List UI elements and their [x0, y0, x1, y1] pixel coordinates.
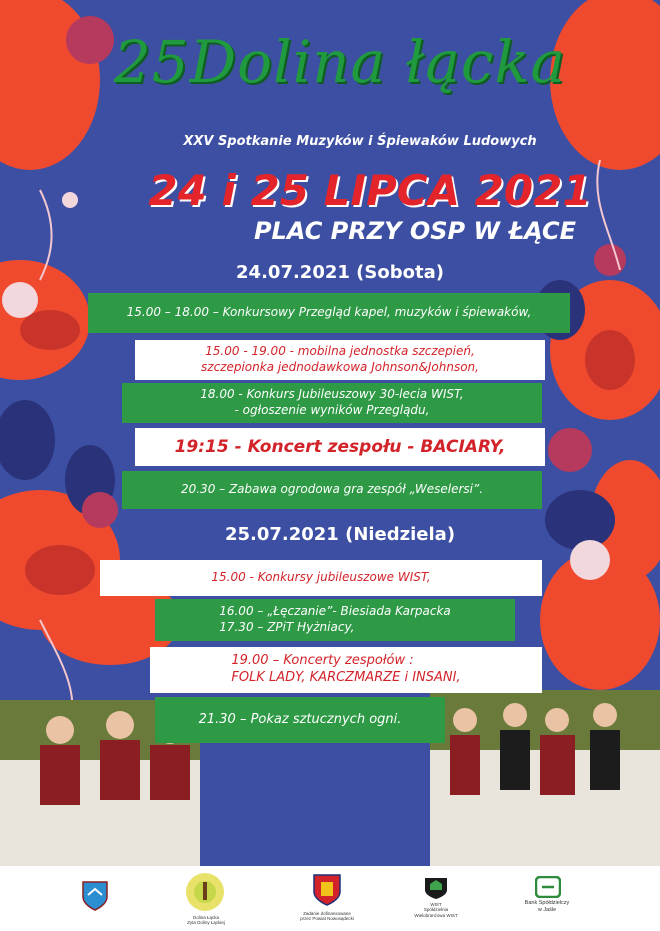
schedule-item [155, 599, 515, 641]
festival-dates: 24 i 25 LIPCA 2021 [148, 166, 592, 215]
schedule-line: 17.30 – ZPiT Hyżniacy, [219, 620, 355, 634]
day1-heading: 24.07.2021 (Sobota) [236, 262, 444, 283]
sponsor-caption: Dolina Łącka Zyta Doliny Łąckiej [187, 915, 225, 926]
schedule-item [150, 647, 542, 693]
sponsor-caption: Zadanie dofinansowane przez Powiat Nowosądecki [300, 911, 354, 922]
schedule-line: 15.00 - Konkursy jubileuszowe WIST, [211, 570, 431, 585]
schedule-line: - ogłoszenie wyników Przeglądu, [234, 403, 430, 417]
festival-place: PLAC PRZY OSP W ŁĄCE [253, 217, 577, 245]
schedule-line: 19.00 – Koncerty zespołów : [231, 653, 414, 669]
dolina-lacka-logo-icon [185, 872, 225, 912]
sponsor-caption: WIST Spółdzielnia Wielobranżowa WIST [414, 902, 458, 918]
sponsor-footer [0, 866, 660, 931]
schedule-line: 20.30 – Zabawa ogrodowa gra zespół „Weselersi”. [180, 482, 484, 497]
lacko-coat-of-arms-icon [82, 881, 108, 911]
schedule-item [122, 383, 542, 423]
sponsor-caption: Bank Spółdzielczy w Jaśle [524, 900, 570, 913]
festival-title: 25Dolina łącka [113, 28, 567, 96]
schedule-item [88, 293, 570, 333]
festival-subtitle: XXV Spotkanie Muzyków i Śpiewaków Ludowych [183, 134, 537, 149]
bank-spoldzielczy-logo-icon [535, 876, 561, 898]
schedule-line: 18.00 - Konkurs Jubileuszowy 30-lecia WIST, [200, 387, 464, 402]
schedule-line: 15.00 – 18.00 – Konkursowy Przegląd kapel, muzyków i śpiewaków, [126, 305, 532, 320]
schedule-item [122, 471, 542, 509]
schedule-line: szczepionka jednodawkowa Johnson&Johnson, [201, 360, 479, 374]
day2-heading: 25.07.2021 (Niedziela) [224, 524, 456, 545]
powiat-nowosadecki-coat-of-arms-icon [313, 874, 341, 906]
schedule-item [100, 560, 542, 596]
schedule-item [155, 697, 445, 743]
schedule-item [135, 340, 545, 380]
schedule-line: 21.30 – Pokaz sztucznych ogni. [198, 711, 402, 727]
schedule-item [135, 428, 545, 466]
schedule-line: 15.00 - 19.00 - mobilna jednostka szczepień, [205, 344, 475, 359]
schedule-line: FOLK LADY, KARCZMARZE i INSANI, [231, 670, 461, 685]
schedule-line: 16.00 – „Łęczanie”- Biesiada Karpacka [219, 604, 451, 619]
schedule-line: 19:15 - Koncert zespołu - BACIARY, [174, 436, 506, 457]
wist-logo-icon [423, 874, 449, 900]
